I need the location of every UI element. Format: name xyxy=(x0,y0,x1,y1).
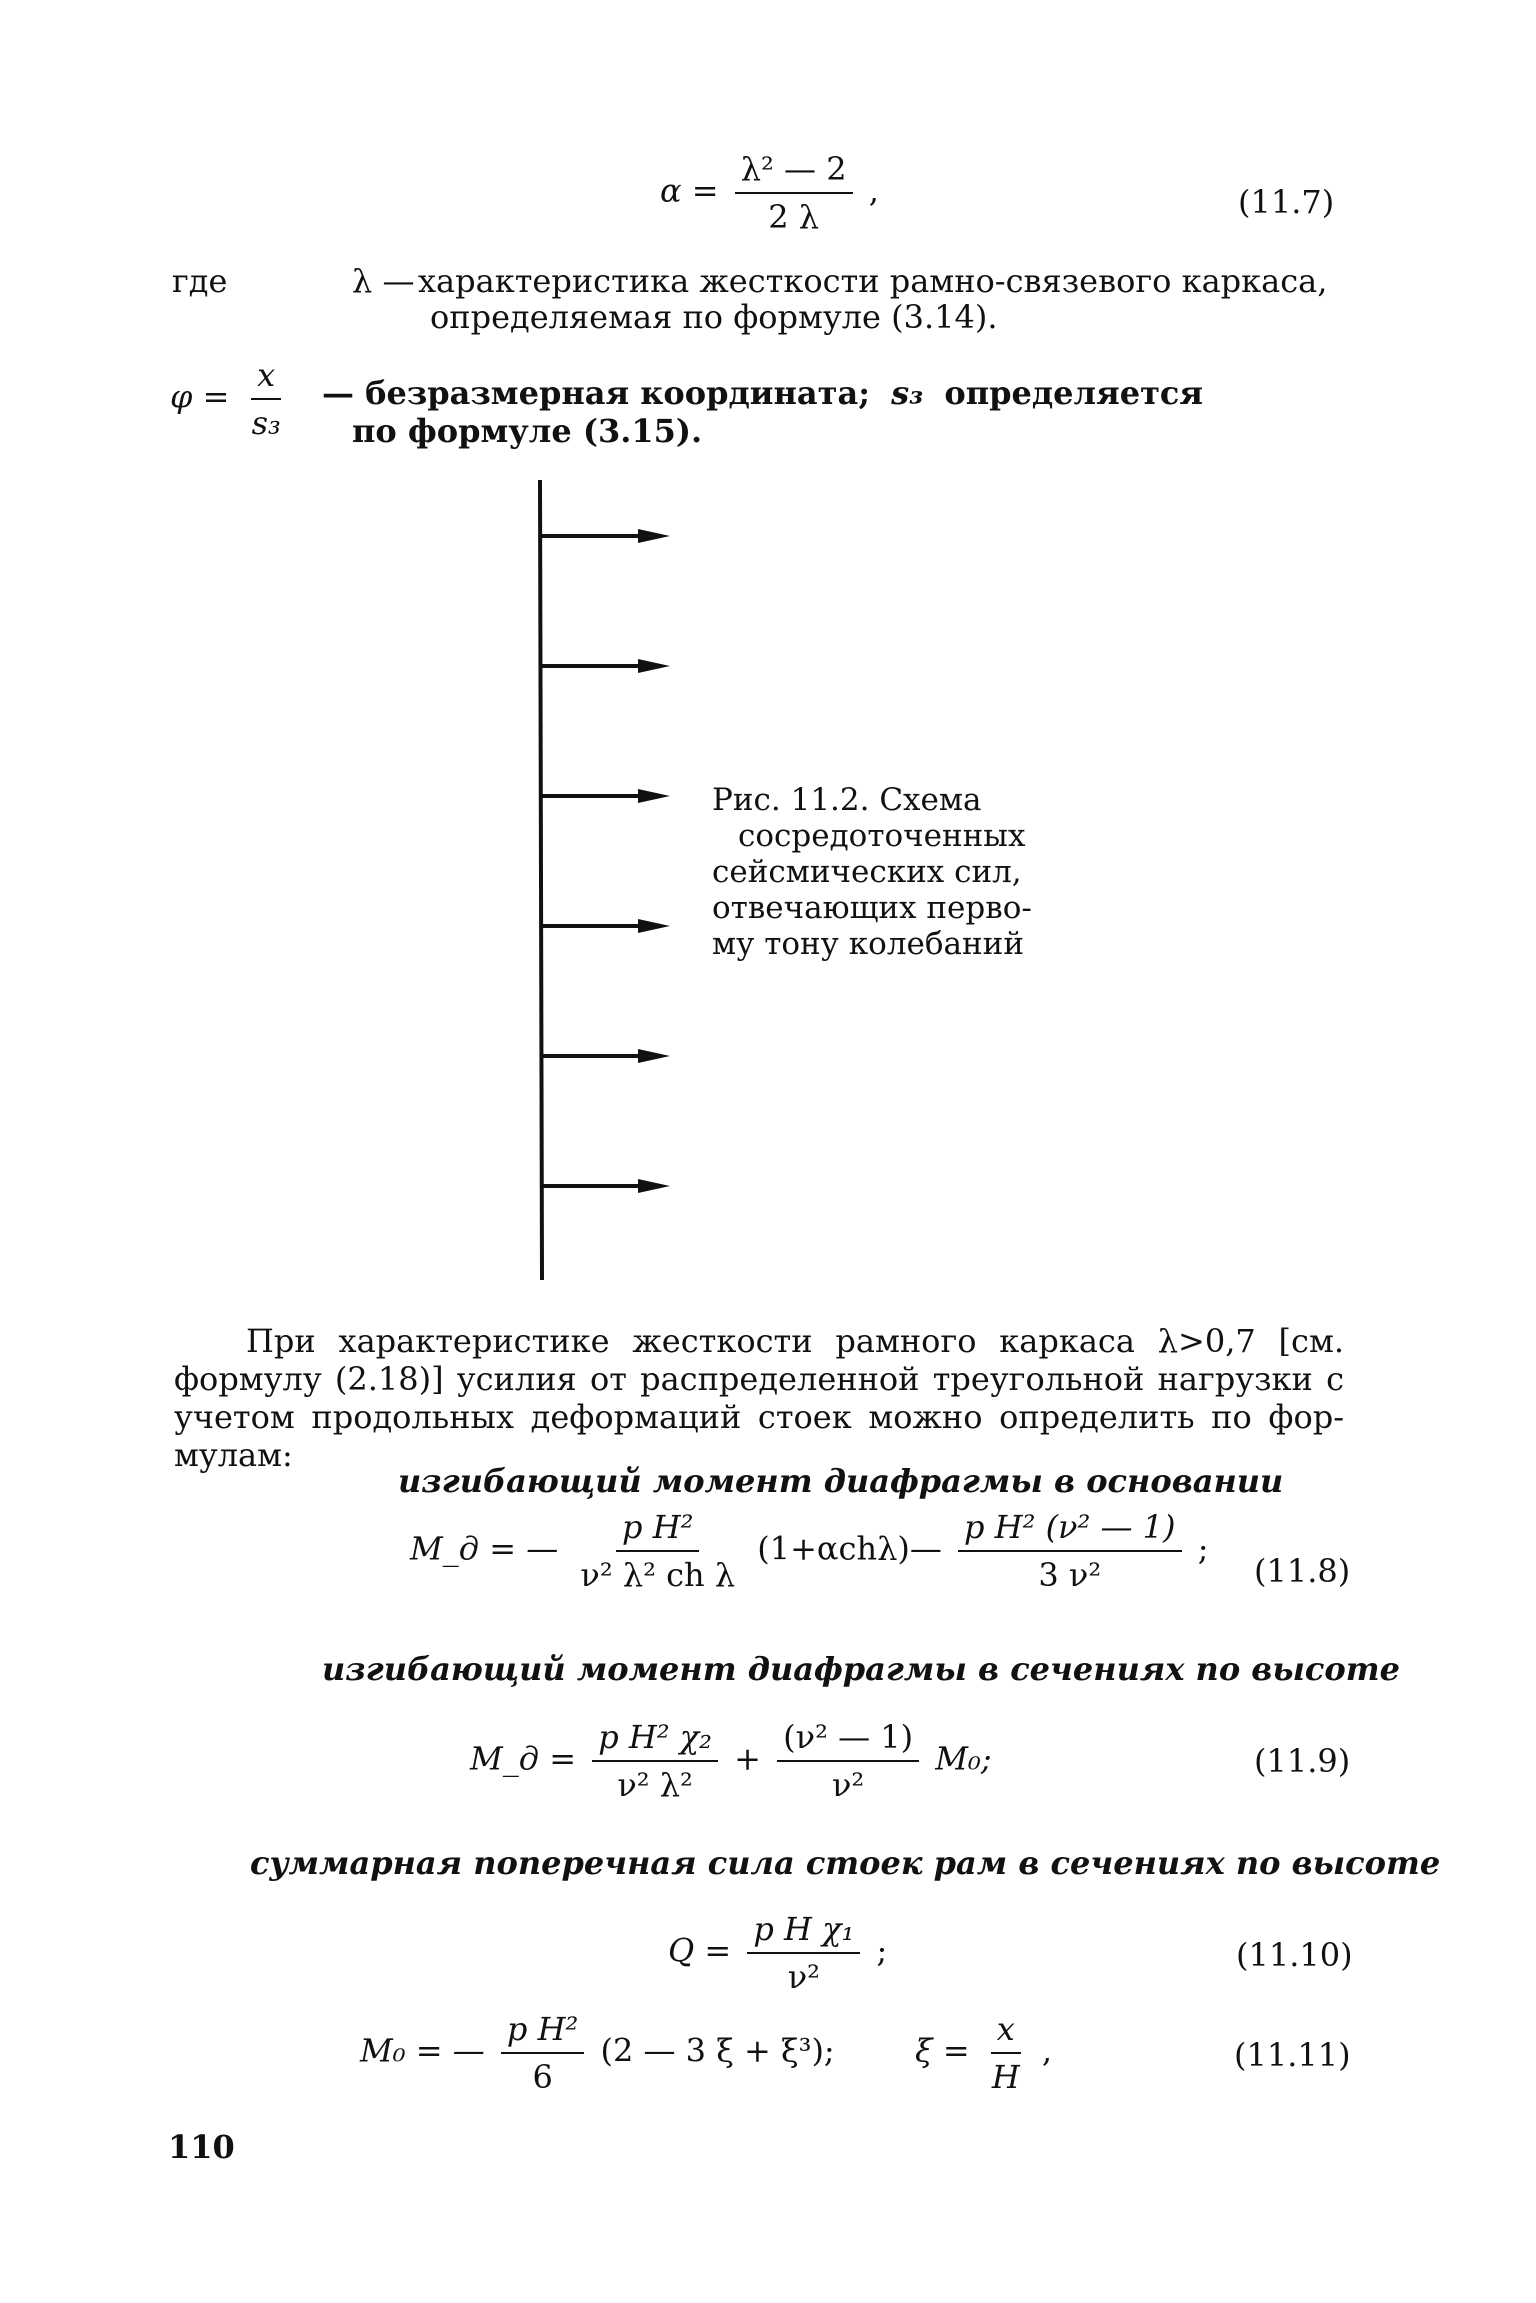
eq-11-9-fraction-2 xyxy=(777,1718,919,1804)
phi-text-line-1 xyxy=(322,374,1203,412)
force-arrow xyxy=(542,1179,670,1193)
phi-denominator: s₃ xyxy=(251,404,281,442)
eq-11-7-numerator: λ² — 2 xyxy=(735,150,853,194)
caption-line-2: сосредоточенных xyxy=(738,818,1026,854)
where-symbol: λ — xyxy=(352,262,415,300)
eq-11-11-xi-den: H xyxy=(991,2058,1020,2096)
eq-11-8-frac2-num: p H² (ν² — 1) xyxy=(958,1508,1182,1552)
eq-11-8-trail: ; xyxy=(1197,1529,1209,1568)
eq-11-7-denominator: 2 λ xyxy=(768,198,820,236)
paragraph-line-2: формулу (2.18)] усилия от распределенной треугольной нагрузки с xyxy=(174,1360,1344,1398)
eq-11-8-lhs: M_д = — xyxy=(410,1529,559,1568)
equation-11-11 xyxy=(360,2010,1052,2096)
body-paragraph xyxy=(174,1322,1344,1474)
eq-11-8-fraction-2 xyxy=(958,1508,1182,1594)
eq-11-9-fraction-1 xyxy=(592,1718,718,1804)
page-number: 110 xyxy=(168,2128,235,2166)
eq-11-10-lhs: Q = xyxy=(668,1931,732,1970)
force-arrow xyxy=(542,919,670,933)
eq-11-10-denominator: ν² xyxy=(787,1958,820,1996)
where-line-1: характеристика жесткости рамно-связевого каркаса, xyxy=(418,262,1328,300)
where-word: где xyxy=(172,262,228,300)
equation-11-10 xyxy=(668,1910,887,1996)
eq-11-8-frac2-den: 3 ν² xyxy=(1038,1556,1102,1594)
eq-11-11-number: (11.11) xyxy=(1234,2036,1351,2074)
eq-11-10-trail: ; xyxy=(876,1931,888,1970)
phi-numerator: x xyxy=(251,356,281,400)
phi-fraction xyxy=(246,356,287,442)
caption-line-5: му тону колебаний xyxy=(712,926,1024,962)
caption-line-3: сейсмических сил, xyxy=(712,854,1022,890)
eq-11-11-middle: (2 — 3 ξ + ξ³); xyxy=(600,2031,835,2070)
eq-11-11-lhs: M₀ = — xyxy=(360,2031,485,2070)
eq-11-7-fraction xyxy=(735,150,853,236)
eq-11-8-fraction-1 xyxy=(574,1508,741,1594)
phi-text-line-2: по формуле (3.15). xyxy=(352,412,703,450)
force-arrow xyxy=(542,529,670,543)
phi-text-end: определяется xyxy=(944,374,1204,412)
eq-11-10-numerator: p H χ₁ xyxy=(747,1910,860,1954)
heading-shear-force: суммарная поперечная сила стоек рам в сечениях по высоте xyxy=(250,1844,1441,1882)
eq-11-9-plus: + xyxy=(734,1739,761,1778)
paragraph-line-1: При характеристике жесткости рамного каркаса λ>0,7 [см. xyxy=(246,1322,1344,1360)
caption-line-4: отвечающих перво- xyxy=(712,890,1032,926)
eq-11-11-fraction xyxy=(501,2010,584,2096)
eq-11-9-number: (11.9) xyxy=(1254,1742,1351,1780)
eq-11-9-trail: M₀; xyxy=(935,1739,992,1778)
eq-11-8-frac1-num: p H² xyxy=(616,1508,699,1552)
where-line-2: определяемая по формуле (3.14). xyxy=(430,298,998,336)
phi-definition xyxy=(170,356,293,442)
eq-11-9-frac2-den: ν² xyxy=(831,1766,865,1804)
heading-bending-moment-height: изгибающий момент диафрагмы в сечениях по высоте xyxy=(322,1650,1400,1688)
figure-caption xyxy=(712,782,1032,962)
eq-11-11-numerator: p H² xyxy=(501,2010,584,2054)
force-arrow xyxy=(542,789,670,803)
phi-s-symbol: s₃ xyxy=(891,374,924,412)
eq-11-7-lhs: α = xyxy=(660,171,719,210)
eq-11-9-frac1-num: p H² χ₂ xyxy=(592,1718,718,1762)
eq-11-8-number: (11.8) xyxy=(1254,1552,1351,1590)
eq-11-11-trail: , xyxy=(1041,2031,1053,2070)
eq-11-11-xi-num: x xyxy=(991,2010,1021,2054)
eq-11-10-number: (11.10) xyxy=(1236,1936,1353,1974)
eq-11-11-xi-lhs: ξ = xyxy=(915,2031,970,2070)
force-arrow xyxy=(542,1049,670,1063)
figure-vertical-axis xyxy=(540,480,542,1280)
equation-11-7 xyxy=(660,150,879,236)
eq-11-8-middle: (1+αchλ)— xyxy=(757,1529,942,1568)
eq-11-9-frac2-num: (ν² — 1) xyxy=(777,1718,919,1762)
equation-11-8 xyxy=(410,1508,1208,1594)
eq-11-7-number: (11.7) xyxy=(1238,183,1335,221)
heading-bending-moment-base: изгибающий момент диафрагмы в основании xyxy=(398,1462,1284,1500)
figure-arrows xyxy=(542,529,670,1193)
phi-lhs: φ = xyxy=(170,377,230,416)
eq-11-9-frac1-den: ν² λ² xyxy=(617,1766,693,1804)
paragraph-line-3: учетом продольных деформаций стоек можно определить по фор- xyxy=(174,1398,1344,1436)
eq-11-11-xi-fraction xyxy=(986,2010,1026,2096)
seismic-forces-figure xyxy=(520,470,700,1290)
eq-11-8-frac1-den: ν² λ² ch λ xyxy=(580,1556,736,1594)
caption-line-1: Рис. 11.2. Схема xyxy=(712,782,982,818)
eq-11-11-denominator: 6 xyxy=(532,2058,553,2096)
eq-11-7-trail: , xyxy=(868,171,879,210)
eq-11-10-fraction xyxy=(747,1910,860,1996)
paragraph-line-4: мулам: xyxy=(174,1436,293,1474)
force-arrow xyxy=(542,659,670,673)
equation-11-9 xyxy=(470,1718,992,1804)
eq-11-9-lhs: M_д = xyxy=(470,1739,577,1778)
phi-text-start: — безразмерная координата; xyxy=(322,374,871,412)
